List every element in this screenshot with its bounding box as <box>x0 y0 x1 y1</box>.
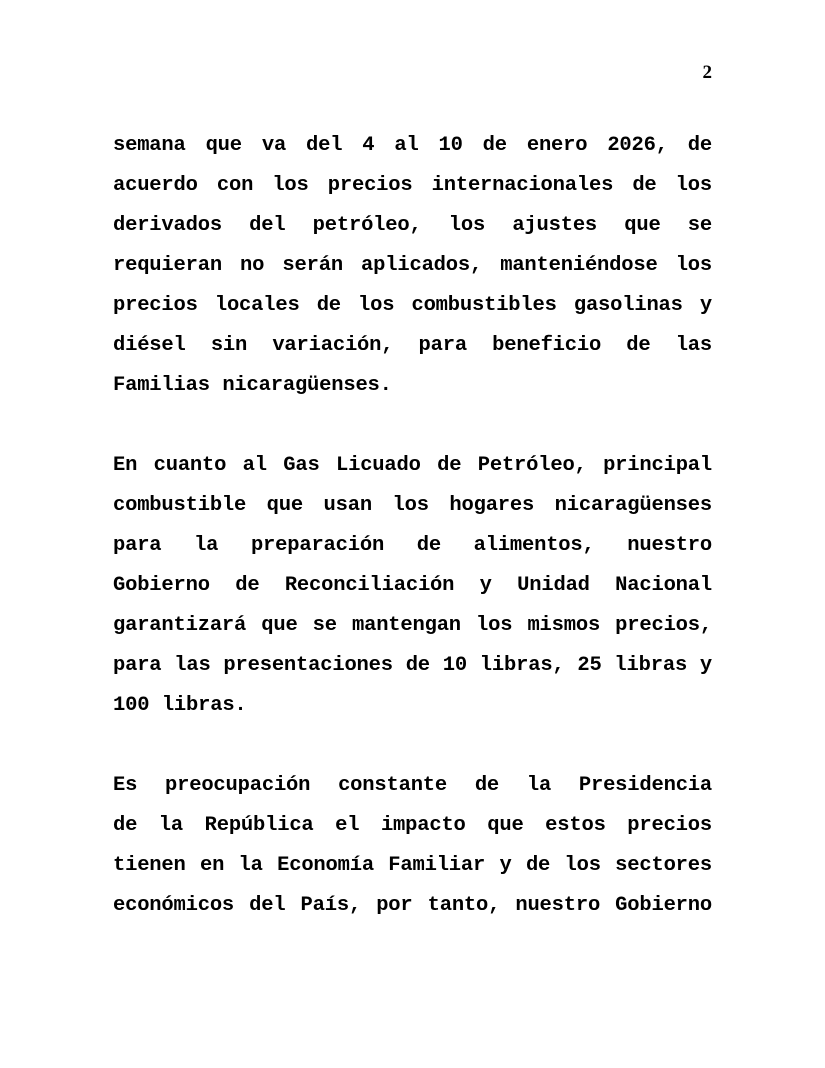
text-line: Familias nicaragüenses. <box>113 374 392 397</box>
text-line: Gobierno de Reconciliación y Unidad Nacional <box>113 574 712 597</box>
text-line: económicos del País, por tanto, nuestro Gobierno <box>113 894 712 917</box>
text-line: diésel sin variación, para beneficio de las <box>113 334 712 357</box>
text-line: para la preparación de alimentos, nuestro <box>113 534 712 557</box>
text-line: precios locales de los combustibles gasolinas y <box>113 294 712 317</box>
page-number: 2 <box>702 62 712 83</box>
document-body <box>113 126 712 926</box>
text-line: para las presentaciones de 10 libras, 25 libras y <box>113 654 712 677</box>
text-line: tienen en la Economía Familiar y de los sectores <box>113 854 712 877</box>
text-line: acuerdo con los precios internacionales de los <box>113 174 712 197</box>
text-line: de la República el impacto que estos precios <box>113 814 712 837</box>
text-line: requieran no serán aplicados, manteniéndose los <box>113 254 712 277</box>
text-line: 100 libras. <box>113 694 247 717</box>
text-line: combustible que usan los hogares nicaragüenses <box>113 494 712 517</box>
paragraph-1 <box>113 126 712 406</box>
paragraph-3 <box>113 766 712 926</box>
text-line: derivados del petróleo, los ajustes que se <box>113 214 712 237</box>
text-line: En cuanto al Gas Licuado de Petróleo, principal <box>113 454 712 477</box>
text-line: garantizará que se mantengan los mismos precios, <box>113 614 712 637</box>
text-line: Es preocupación constante de la Presidencia <box>113 774 712 797</box>
paragraph-2 <box>113 446 712 726</box>
text-line: semana que va del 4 al 10 de enero 2026, de <box>113 134 712 157</box>
